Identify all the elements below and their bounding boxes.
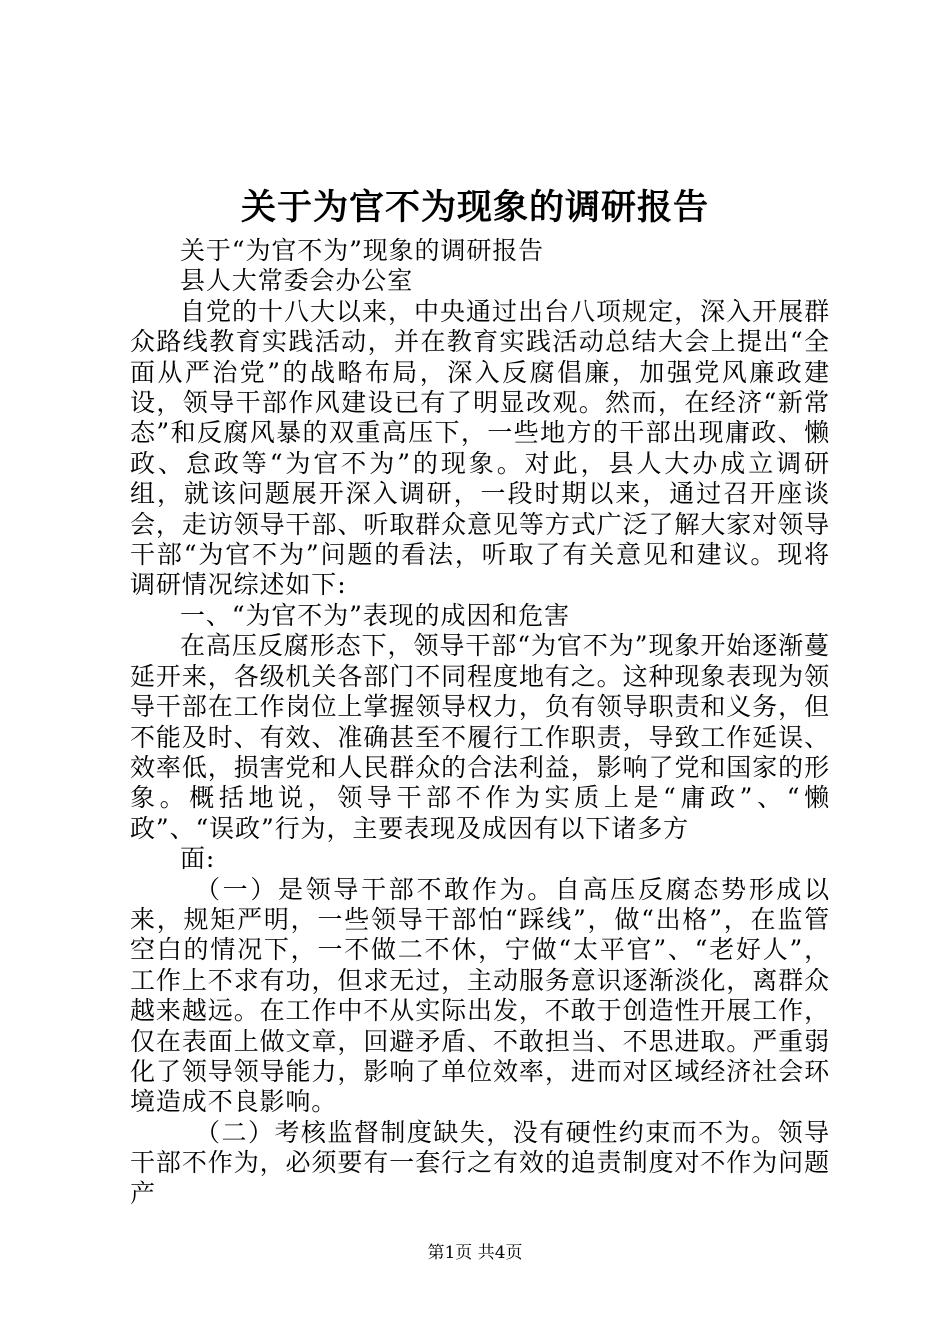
report-subtitle: 关于“为官不为”现象的调研报告: [180, 236, 545, 265]
paragraph-intro: 自党的十八大以来，中央通过出台八项规定，深入开展群众路线教育实践活动，并在教育实践活动总结大会上提出“全面从严治党”的战略布局，深入反腐倡廉，加强党风廉政建设，领导干部作风建设已有了明显改观。然而，在经济“新常态”和反腐风暴的双重高压下，一些地方的干部出现庸政、懒政、怠政等“为官不为”的现象。对此，县人大办成立调研组，就该问题展开深入调研，一段时期以来，通过召开座谈会，走访领导干部、听取群众意见等方式广泛了解大家对领导干部“为官不为”问题的看法，听取了有关意见和建议。现将调研情况综述如下:: [130, 296, 830, 600]
paragraph-continuation: 面:: [180, 844, 216, 874]
section-heading-1: 一、“为官不为”表现的成因和危害: [180, 600, 570, 630]
document-body: [130, 236, 830, 1209]
paragraph-point-2: （二）考核监督制度缺失，没有硬性约束而不为。领导干部不作为，必须要有一套行之有效的追责制度对不作为问题产: [130, 1117, 830, 1208]
document-title: 关于为官不为现象的调研报告: [240, 187, 709, 228]
paragraph-section-1: 在高压反腐形态下，领导干部“为官不为”现象开始逐渐蔓延开来，各级机关各部门不同程度地有之。这种现象表现为领导干部在工作岗位上掌握领导权力，负有领导职责和义务，但不能及时、有效、准确甚至不履行工作职责，导致工作延误、效率低，损害党和人民群众的合法利益，影响了党和国家的形象。概括地说，领导干部不作为实质上是“庸政”、“懒政”、“误政”行为，主要表现及成因有以下诸多方: [130, 631, 830, 843]
paragraph-point-1: （一）是领导干部不敢作为。自高压反腐态势形成以来，规矩严明，一些领导干部怕“踩线”，做“出格”，在监管空白的情况下，一不做二不休，宁做“太平官”、“老好人”，工作上不求有功，但求无过，主动服务意识逐渐淡化，离群众越来越远。在工作中不从实际出发，不敢于创造性开展工作，仅在表面上做文章，回避矛盾、不敢担当、不思进取。严重弱化了领导领导能力，影响了单位效率，进而对区域经济社会环境造成不良影响。: [130, 874, 830, 1117]
page-footer: 第1页 共4页: [427, 1243, 523, 1263]
report-author: 县人大常委会办公室: [180, 266, 414, 296]
